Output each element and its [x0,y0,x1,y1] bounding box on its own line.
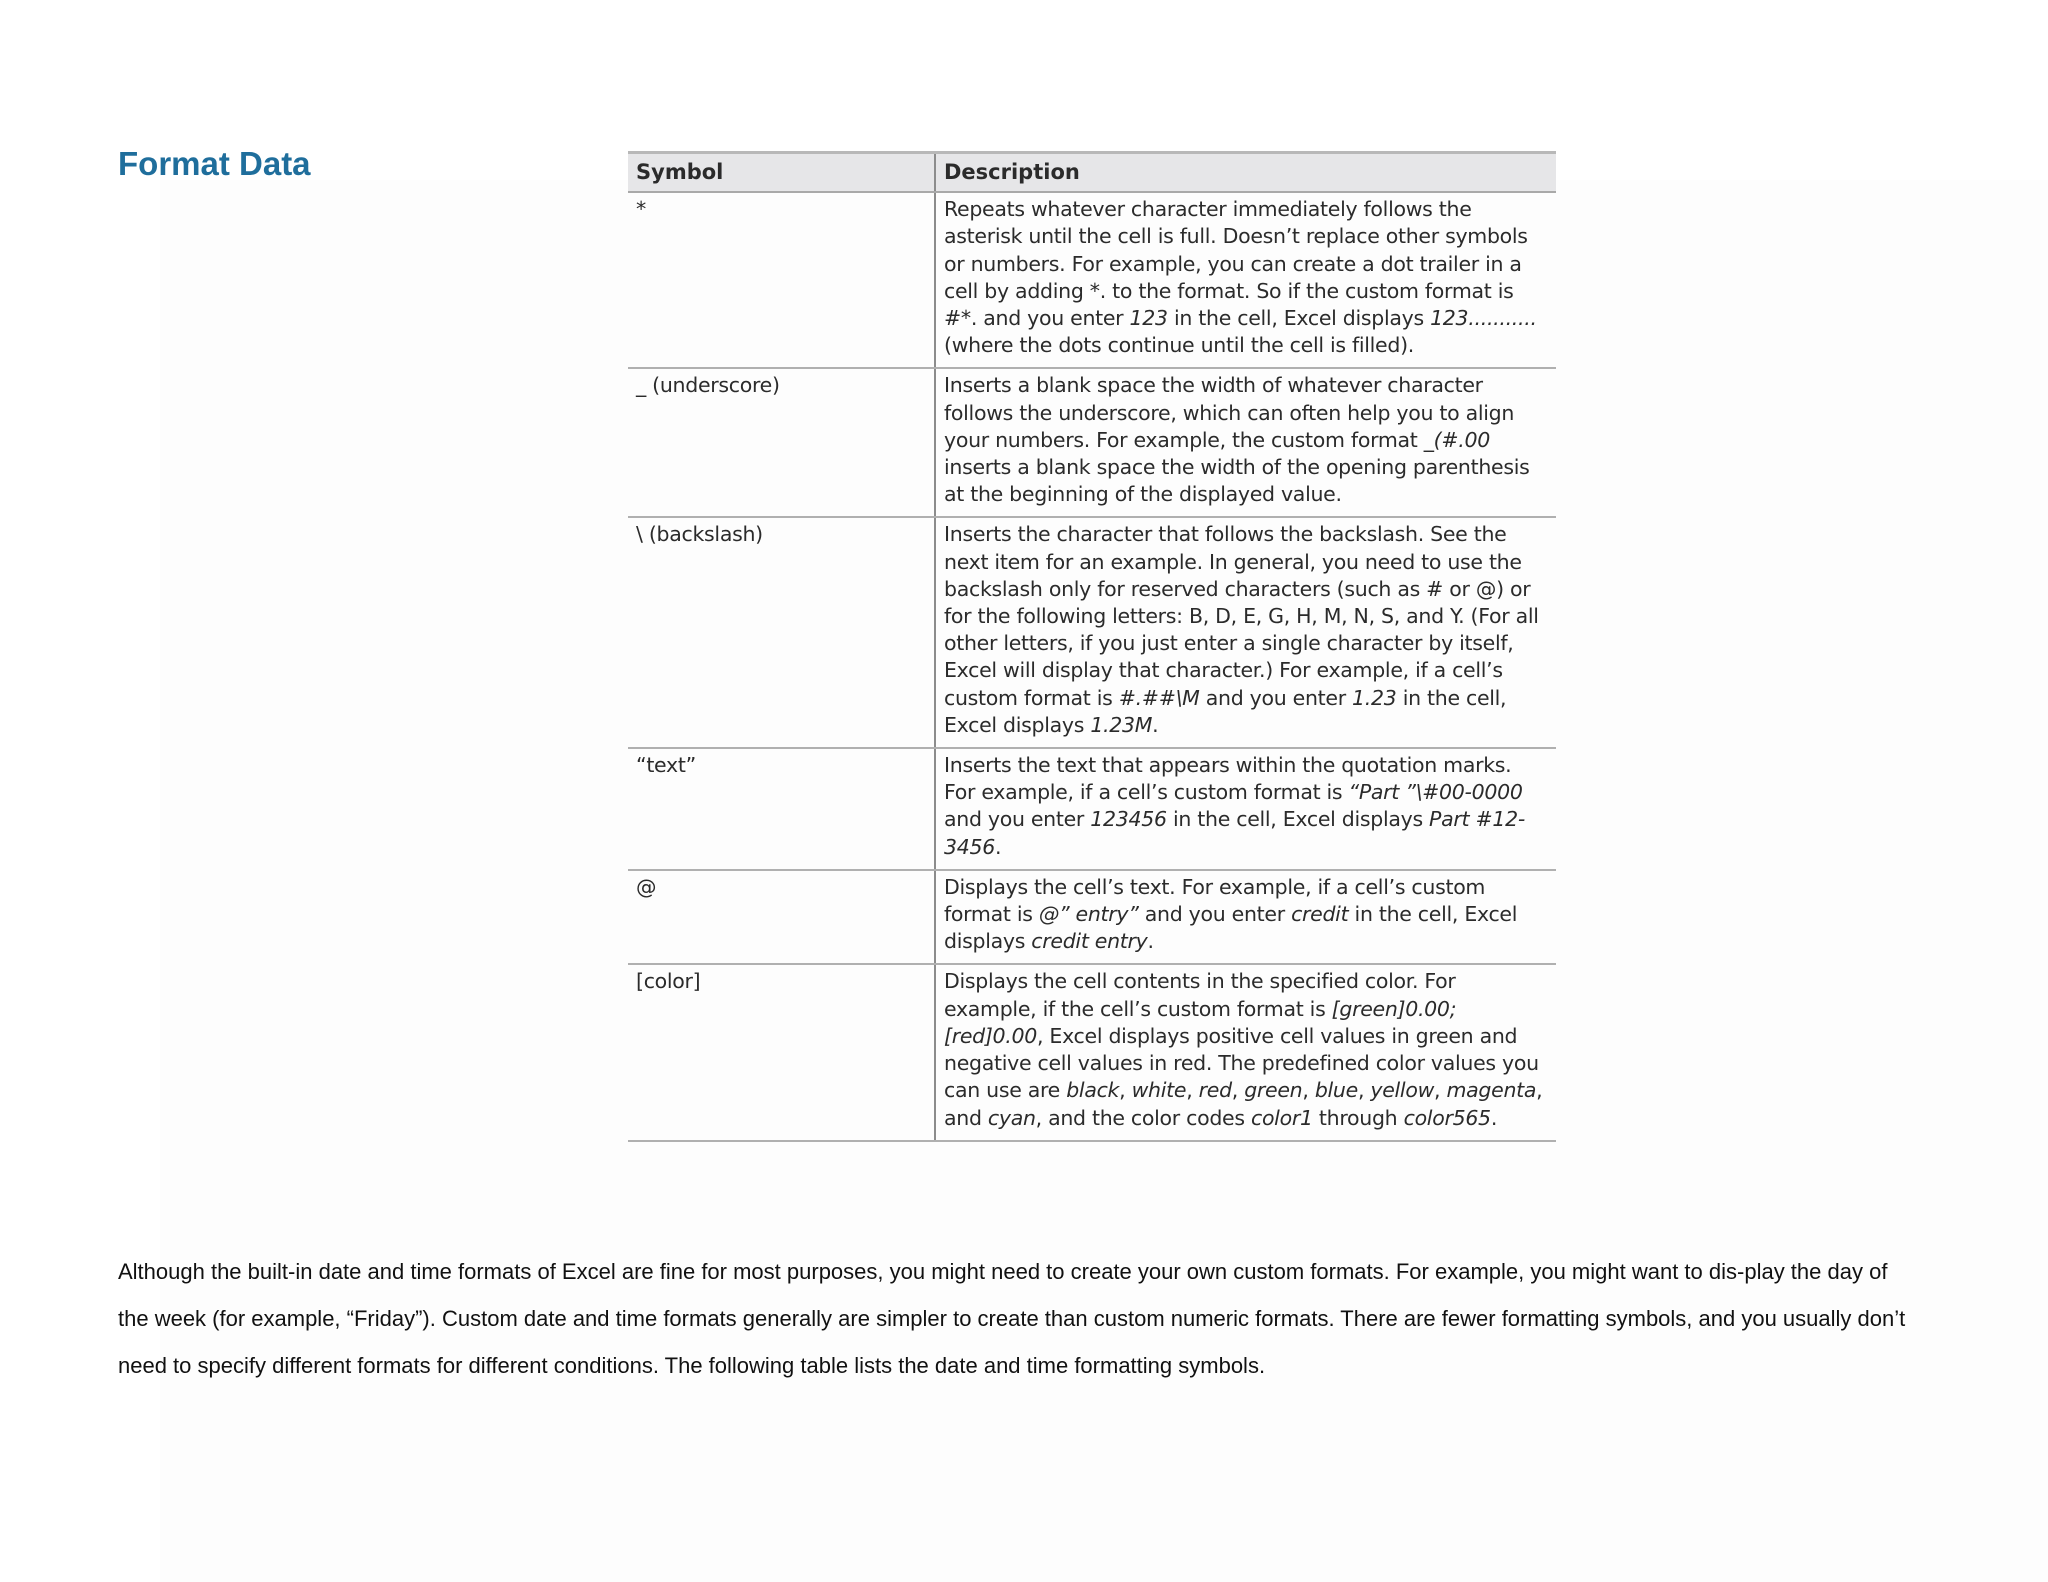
description-text: . [1152,712,1159,737]
description-italic-text: magenta [1446,1078,1537,1103]
description-italic-text: blue [1314,1078,1358,1103]
symbol-cell: @ [628,870,935,965]
description-italic-text: credit [1291,902,1349,927]
table-body [628,192,1556,1141]
description-text: in the cell, Excel displays [944,902,1518,954]
symbol-cell: * [628,192,935,368]
description-text: in the cell, Excel displays [1167,306,1431,331]
table-row [628,748,1556,870]
description-text: Inserts the text that appears within the quotation marks. For example, if a cell’s custom format is [944,753,1512,805]
description-italic-text: credit entry [1031,929,1148,954]
header-symbol: Symbol [628,153,935,193]
table-header-row [628,153,1556,193]
description-italic-text: 1.23M [1090,712,1153,737]
description-text: Displays the cell’s text. For example, if a cell’s custom format is [944,874,1486,927]
description-cell [935,964,1556,1140]
description-text: , Excel displays positive cell values in green and negative cell values in red. The predefined color values you can use are [944,1023,1539,1103]
description-text: , [1302,1078,1315,1103]
description-text: , and the color codes [1035,1105,1251,1130]
description-italic-text: 123 [1129,306,1168,331]
description-italic-text: Part #12-3456 [944,807,1525,859]
section-title: Format Data [118,145,311,182]
description-italic-text: green [1244,1078,1303,1103]
description-italic-text: color565 [1403,1105,1491,1130]
symbol-cell: “text” [628,748,935,870]
description-text: through [1312,1105,1404,1130]
format-symbols-table [628,151,1556,1142]
description-italic-text: 1.23 [1352,685,1397,710]
description-italic-text: 123456 [1090,807,1167,832]
table-row [628,517,1556,748]
description-text: in the cell, Excel displays [1166,807,1430,832]
description-text: , [1357,1078,1371,1103]
description-italic-text: 123........... [1430,306,1537,331]
description-text: . [994,834,1002,859]
symbol-cell: _ (underscore) [628,368,935,517]
description-text: inserts a blank space the width of the opening parenthesis at the beginning of the displayed value. [944,455,1530,507]
description-text: . [1490,1105,1498,1130]
description-italic-text: “Part ”\#00-0000 [1348,780,1523,805]
description-text: , [1434,1078,1447,1103]
body-paragraph: Although the built-in date and time formats of Excel are fine for most purposes, you might need to create your own custom formats. For example, you might want to dis-play the day of the week (for example, “Friday”). Custom date and time formats generally are simpler to create than custom numeric formats. There are fewer formatting symbols, and you usually don’t need to specify different formats for different conditions. The following table lists the date and time formatting symbols. [118,1259,1906,1378]
description-text: (where the dots continue until the cell is filled). [944,333,1414,358]
description-text: , [1119,1078,1132,1103]
description-italic-text: color1 [1250,1105,1313,1130]
description-cell [935,870,1556,965]
table-row [628,964,1556,1140]
description-italic-text: _(#.00 [1423,427,1490,452]
symbol-cell: [color] [628,964,935,1140]
description-cell [935,748,1556,870]
description-italic-text: @” entry” [1038,902,1139,927]
description-text: Inserts the character that follows the backslash. See the next item for an example. In general, you need to use the backslash only for reserved characters (such as # or @) or for the following letters: B, D, E, G, H, M, N, S, and Y. (For all other letters, if you just enter a single character by itself, Excel will display that character.) For example, if a cell’s custom format is [944,522,1539,710]
table-row [628,368,1556,517]
description-text: in the cell, Excel displays [944,685,1507,737]
description-cell [935,368,1556,517]
description-cell [935,517,1556,748]
description-text: , [1186,1078,1199,1103]
header-description: Description [935,153,1556,193]
symbol-cell: \ (backslash) [628,517,935,748]
description-italic-text: [green]0.00;[red]0.00 [944,996,1457,1048]
format-symbols-table-container [628,151,1556,1142]
description-italic-text: cyan [987,1105,1036,1130]
description-text: Displays the cell contents in the specified color. For example, if the cell’s custom format is [944,969,1456,1021]
description-text: and you enter [1199,685,1353,710]
description-text: and you enter [944,807,1091,832]
description-italic-text: yellow [1370,1078,1435,1103]
table-row [628,870,1556,965]
description-text: Inserts a blank space the width of whatever character follows the underscore, which can often help you to align your numbers. For example, the custom format [944,373,1515,452]
description-italic-text: black [1066,1078,1120,1103]
description-italic-text: white [1131,1078,1187,1103]
description-text: , and [944,1078,1543,1130]
description-text: . [1147,929,1154,954]
description-text: , [1231,1078,1245,1103]
description-italic-text: #.##\M [1118,685,1200,710]
description-text: Repeats whatever character immediately follows the asterisk until the cell is full. Doesn’t replace other symbols or numbers. For example, you can create a dot trailer in a cell by adding *. to the format. So if the custom format is #*. and you enter [944,197,1528,331]
table-row [628,192,1556,368]
description-cell [935,192,1556,368]
description-italic-text: red [1198,1078,1232,1103]
description-text: and you enter [1138,902,1292,927]
